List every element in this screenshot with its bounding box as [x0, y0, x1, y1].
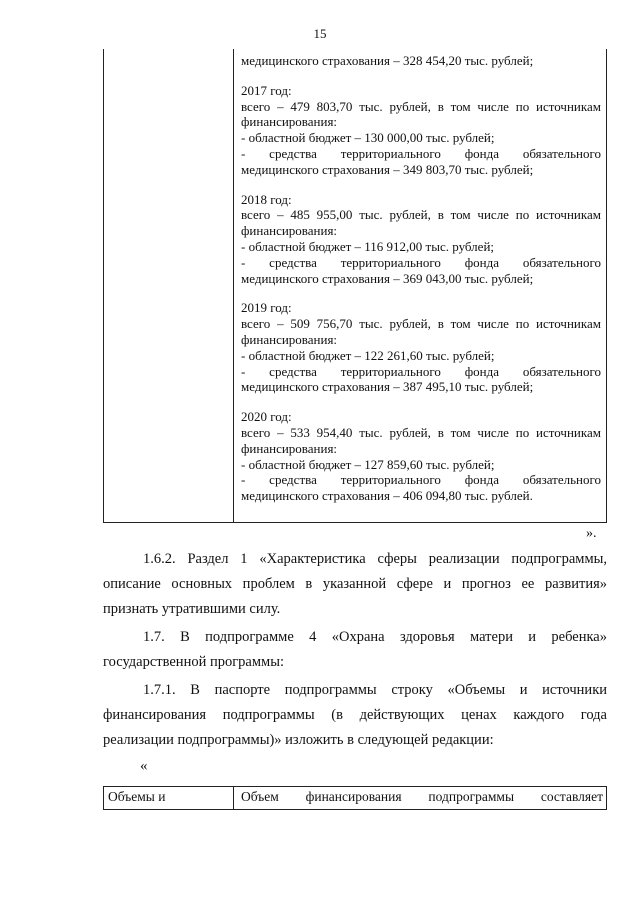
paragraph-1-7 [103, 625, 607, 675]
paragraph-1-7-1 [103, 678, 607, 753]
paragraph-line: описание основных проблем в указанной сфере и прогноз ее развития» [103, 576, 607, 592]
paragraph-line: 1.7. В подпрограмме 4 «Охрана здоровья матери и ребенка» [143, 629, 607, 645]
year-block-2019 [241, 300, 601, 395]
year-fund-cont: медицинского страхования – 349 803,70 тыс. рублей; [241, 161, 534, 177]
paragraph-line: 1.7.1. В паспорте подпрограммы строку «Объемы и источники [143, 682, 607, 698]
year-total-cont: финансирования: [241, 440, 338, 456]
year-fund: - средства территориального фонда обязательного [241, 145, 601, 161]
year-fund-cont: медицинского страхования – 406 094,80 тыс. рублей. [241, 488, 533, 504]
year-total: всего – 533 954,40 тыс. рублей, в том числе по источникам [241, 424, 601, 440]
closing-quote: ». [586, 526, 597, 541]
year-label: 2017 год: [241, 82, 292, 98]
paragraph-line: 1.6.2. Раздел 1 «Характеристика сферы реализации подпрограммы, [143, 551, 607, 567]
year-regional-budget: - областной бюджет – 127 859,60 тыс. рублей; [241, 456, 495, 472]
year-total-cont: финансирования: [241, 331, 338, 347]
year-fund-cont: медицинского страхования – 369 043,00 тыс. рублей; [241, 270, 534, 286]
table-row-label: Объемы и [104, 787, 234, 809]
paragraph-line: финансирования подпрограммы (в действующих ценах каждого года [103, 707, 607, 723]
paragraph-1-6-2 [103, 547, 607, 622]
paragraph-line: реализации подпрограммы)» изложить в следующей редакции: [103, 732, 494, 748]
table-row-value: Объем финансирования подпрограммы составляет [241, 789, 603, 804]
year-total: всего – 509 756,70 тыс. рублей, в том числе по источникам [241, 316, 601, 332]
year-label: 2020 год: [241, 409, 292, 425]
table-right-cell [241, 53, 601, 504]
year-fund: - средства территориального фонда обязательного [241, 254, 601, 270]
financing-table-new [103, 786, 607, 810]
year-total: всего – 479 803,70 тыс. рублей, в том числе по источникам [241, 98, 601, 114]
year-block-2020 [241, 409, 601, 504]
year-total: всего – 485 955,00 тыс. рублей, в том числе по источникам [241, 207, 601, 223]
year-label: 2019 год: [241, 300, 292, 316]
paragraph-line: государственной программы: [103, 654, 284, 670]
page-number: 15 [313, 26, 327, 41]
year-fund: - средства территориального фонда обязательного [241, 472, 601, 488]
year-total-cont: финансирования: [241, 223, 338, 239]
year-block-2017 [241, 83, 601, 178]
year-total-cont: финансирования: [241, 114, 338, 130]
year-fund: - средства территориального фонда обязательного [241, 363, 601, 379]
opening-quote: « [140, 758, 148, 774]
table-first-line: медицинского страхования – 328 454,20 тыс. рублей; [241, 53, 534, 68]
table-left-cell [104, 49, 234, 522]
year-fund-cont: медицинского страхования – 387 495,10 тыс. рублей; [241, 379, 534, 395]
year-block-2018 [241, 192, 601, 287]
year-label: 2018 год: [241, 191, 292, 207]
paragraph-line: признать утратившими силу. [103, 601, 281, 617]
year-regional-budget: - областной бюджет – 116 912,00 тыс. рублей; [241, 238, 495, 254]
financing-table [103, 49, 607, 523]
year-regional-budget: - областной бюджет – 130 000,00 тыс. рублей; [241, 130, 495, 146]
year-regional-budget: - областной бюджет – 122 261,60 тыс. рублей; [241, 347, 495, 363]
